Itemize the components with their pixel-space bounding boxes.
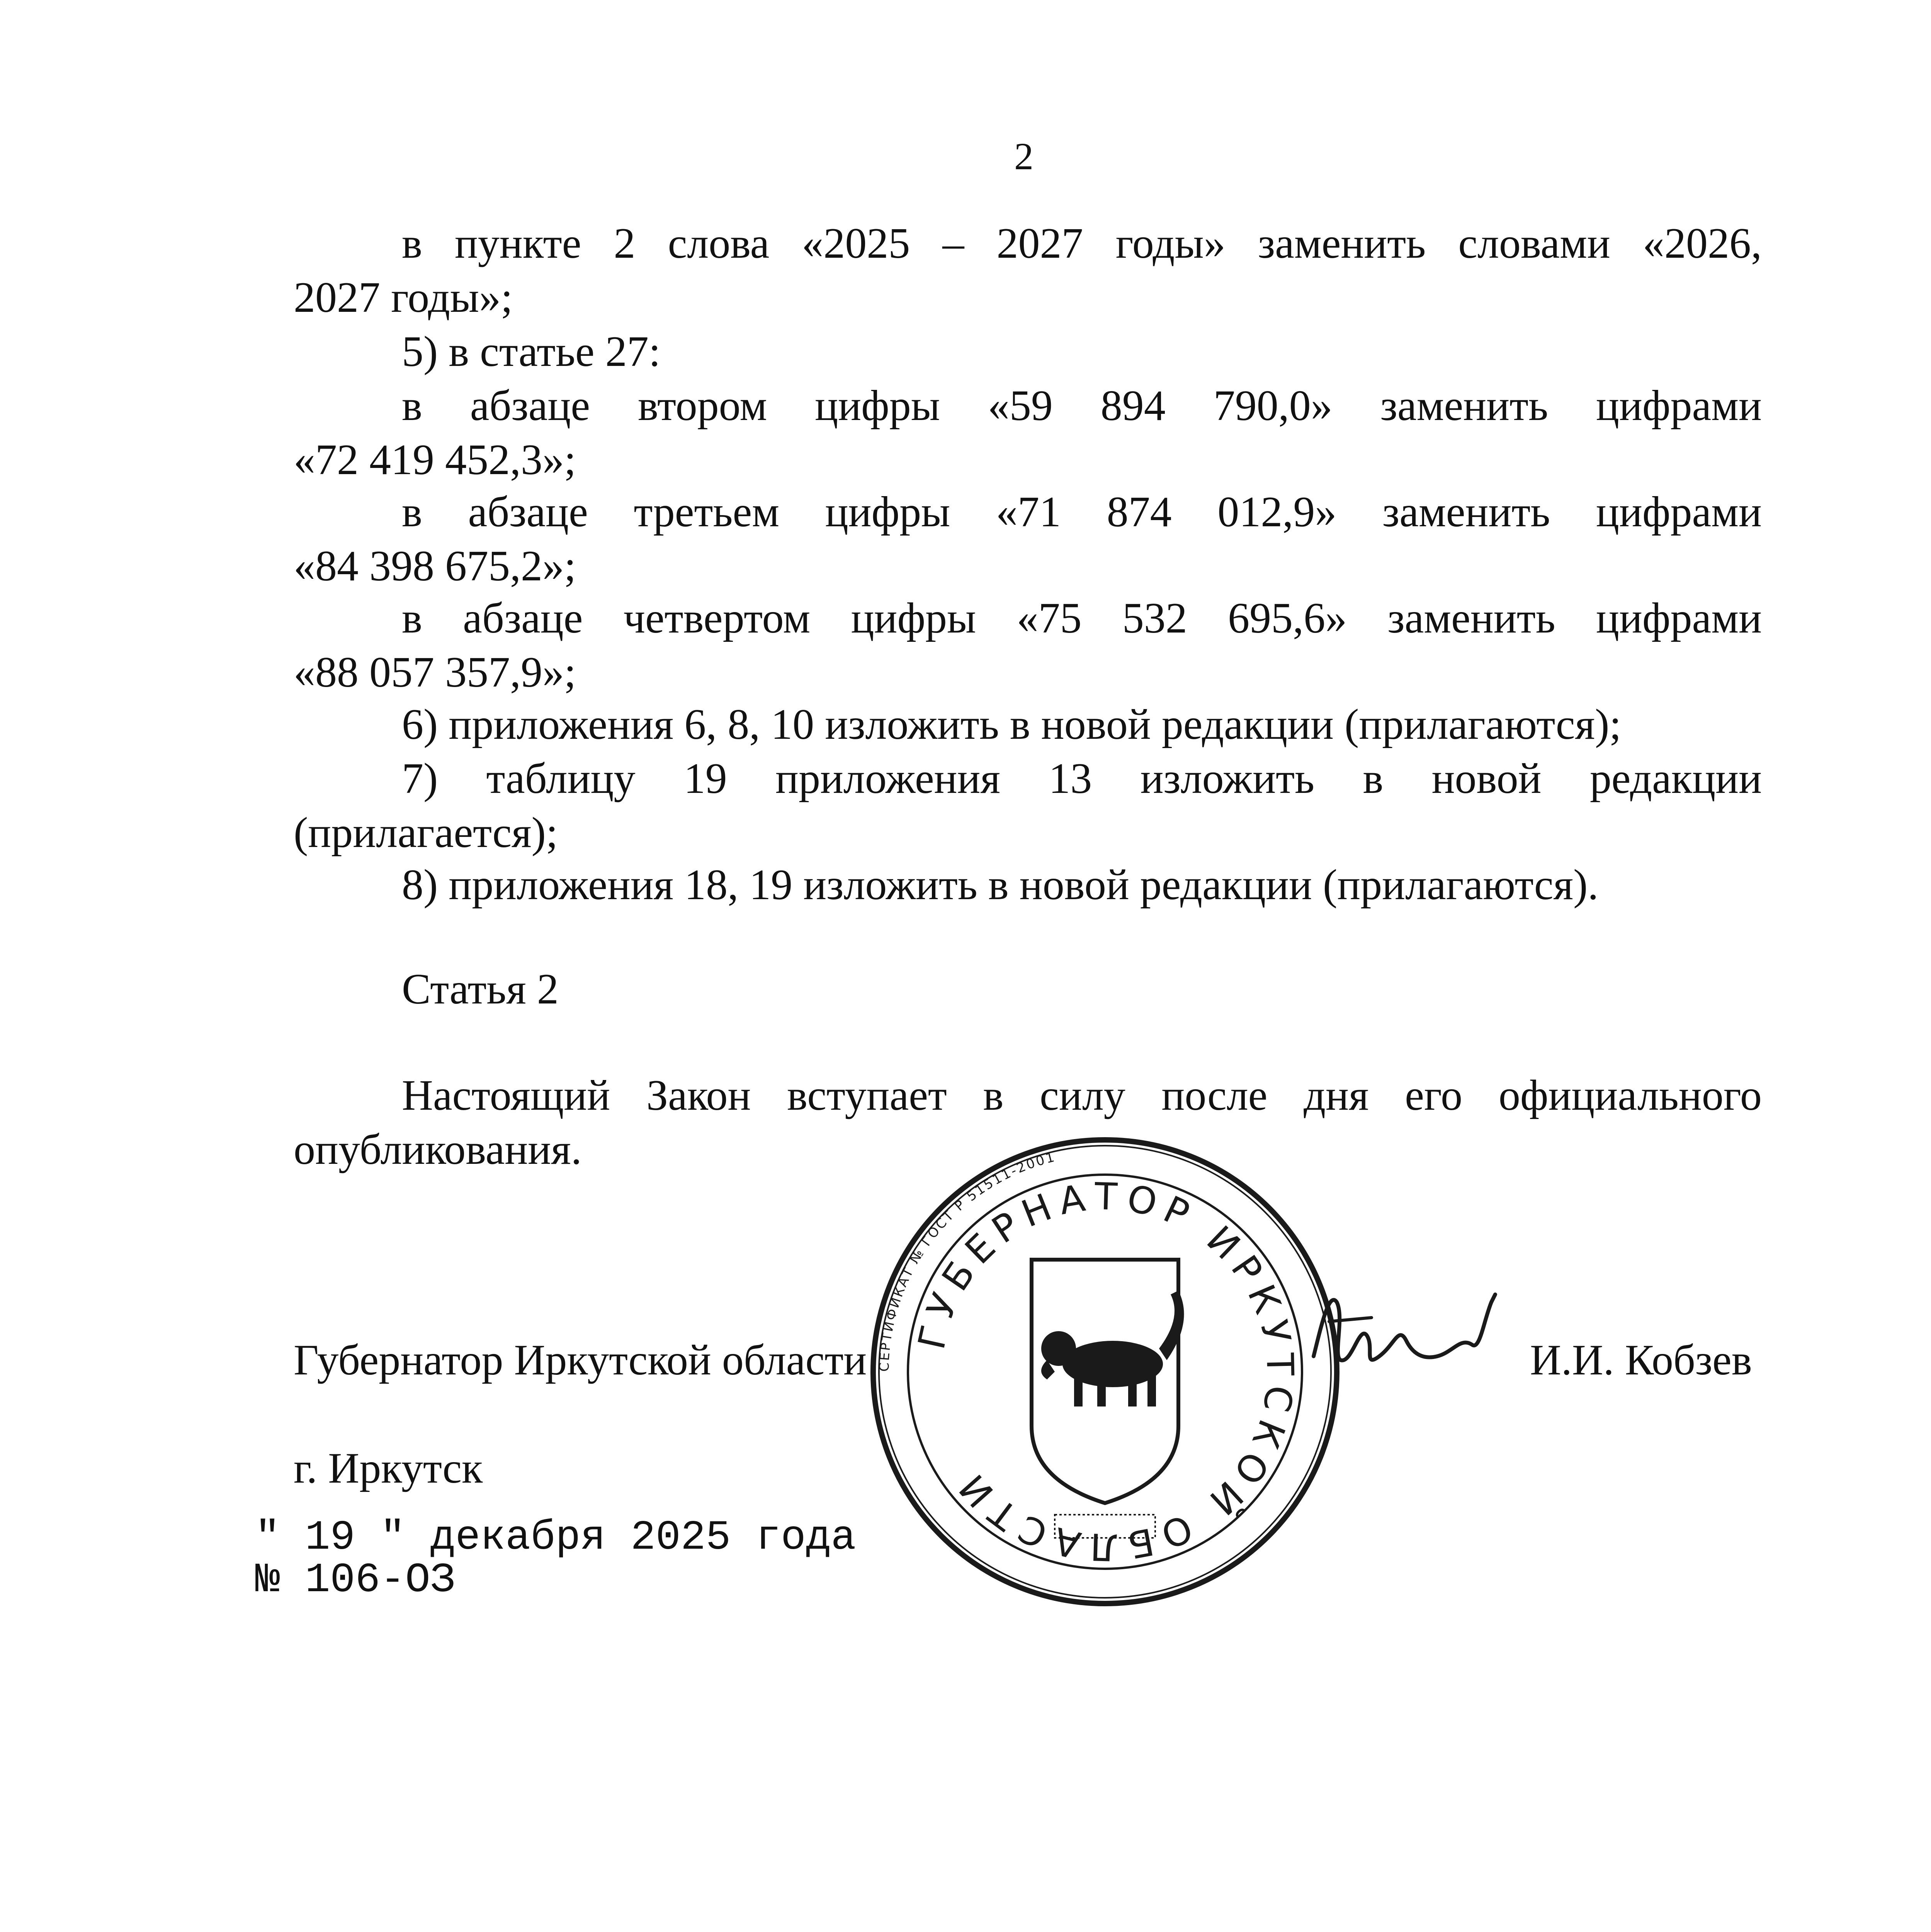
page-number: 2 bbox=[1014, 135, 1033, 178]
text-line-5: «72 419 452,3»; bbox=[294, 436, 576, 484]
text-line-1: в пункте 2 слова «2025 – 2027 годы» заменить словами «2026, bbox=[402, 219, 1762, 267]
text-line-11: 7) таблицу 19 приложения 13 изложить в новой редакции bbox=[402, 755, 1762, 803]
text-line-7: «84 398 675,2»; bbox=[294, 542, 576, 590]
handwritten-signature bbox=[1306, 1279, 1530, 1379]
signatory-name: И.И. Кобзев bbox=[1530, 1336, 1752, 1384]
article-heading: Статья 2 bbox=[402, 965, 559, 1013]
text-line-10: 6) приложения 6, 8, 10 изложить в новой редакции (прилагаются); bbox=[402, 701, 1622, 748]
place-of-signing: г. Иркутск bbox=[294, 1444, 483, 1492]
babr-emblem-icon bbox=[1041, 1291, 1184, 1406]
seal-main-text: ГУБЕРНАТОР ИРКУТСКОЙ ОБЛАСТИ bbox=[909, 1175, 1302, 1569]
signatory-position: Губернатор Иркутской области bbox=[294, 1336, 867, 1384]
text-line-13: 8) приложения 18, 19 изложить в новой редакции (прилагаются). bbox=[402, 861, 1599, 909]
text-line-2: 2027 годы»; bbox=[294, 274, 513, 321]
article-text-line-2: опубликования. bbox=[294, 1126, 582, 1173]
law-number: № 106-ОЗ bbox=[255, 1557, 456, 1604]
official-seal bbox=[865, 1132, 1345, 1611]
text-line-9: «88 057 357,9»; bbox=[294, 648, 576, 696]
date-line: " 19 " декабря 2025 года bbox=[255, 1514, 856, 1561]
text-line-12: (прилагается); bbox=[294, 809, 558, 857]
article-text-line-1: Настоящий Закон вступает в силу после дня его официального bbox=[402, 1071, 1762, 1119]
seal-ring-text: СЕРТИФИКАТ № ГОСТ Р 51511-2001 bbox=[876, 1149, 1057, 1372]
text-line-3: 5) в статье 27: bbox=[402, 328, 661, 376]
text-line-6: в абзаце третьем цифры «71 874 012,9» заменить цифрами bbox=[402, 488, 1762, 536]
text-line-4: в абзаце втором цифры «59 894 790,0» заменить цифрами bbox=[402, 382, 1762, 430]
text-line-8: в абзаце четвертом цифры «75 532 695,6» заменить цифрами bbox=[402, 594, 1762, 642]
